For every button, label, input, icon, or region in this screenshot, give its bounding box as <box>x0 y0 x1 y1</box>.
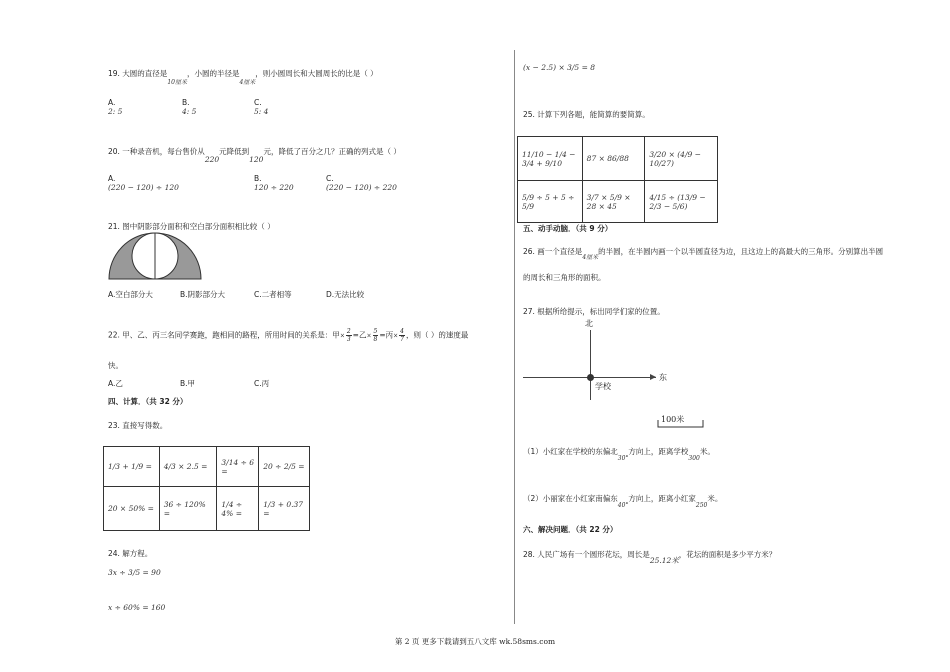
q22-option-a[interactable]: A.乙 <box>108 379 123 388</box>
q26-stem-cont: 的周长和三角形的面积。 <box>523 273 606 282</box>
q28-stem: 28. 人民广场有一个圆形花坛，周长是25.12米，花坛的面积是多少平方米？ <box>523 550 777 565</box>
column-divider <box>514 50 515 624</box>
q23-cell: 1/4 ÷ 4% = <box>217 487 259 531</box>
q23-cell: 1/3 + 0.37 = <box>259 487 310 531</box>
q21-option-a[interactable]: A.空白部分大 <box>108 290 153 299</box>
q23-cell: 1/3 + 1/9 = <box>104 447 160 487</box>
q26-stem: 26. 画一个直径是$_{4厘米}$的半圆，在半圆内画一个以半圆直径为边，且这边上的高最大的三角形。分别算出半圆 <box>523 247 884 261</box>
q27-stem: 27. 根据所给提示，标出同学们家的位置。 <box>523 307 665 316</box>
q19-stem: 19. 大圆的直径是$_{10厘米}$，小圆的半径是$_{4厘米}$，则小圆周长和大圆周长的比是（ ） <box>108 69 378 86</box>
q23-table <box>103 446 310 531</box>
q27-sub2: （2）小丽家在小红家南偏东$_{40^\circ}$方向上，距离小红家$_{250}$米。 <box>523 494 723 509</box>
q23-cell: 20 × 50% = <box>104 487 160 531</box>
q19-option-b[interactable]: B. 4: 5 <box>182 98 197 116</box>
q20-option-c[interactable]: C. (220 − 120) ÷ 220 <box>326 174 397 192</box>
q22-stem-cont: 快。 <box>108 361 123 370</box>
section-5-heading: 五、动手动脑．（共 9 分） <box>523 224 613 233</box>
section-6-heading: 六、解决问题．（共 22 分） <box>523 525 618 534</box>
school-label: 学校 <box>595 382 611 391</box>
school-point-icon <box>587 374 594 381</box>
page-footer: 第 2 页 更多下载请到五八文库 wk.58sms.com <box>394 637 556 646</box>
q25-stem: 25. 计算下列各题，能简算的要简算。 <box>523 110 650 119</box>
q25-cell: 87 × 86/88 <box>582 137 645 181</box>
q21-option-c[interactable]: C.二者相等 <box>254 290 292 299</box>
q21-stem: 21. 图中阴影部分面积和空白部分面积相比较（ ） <box>108 222 275 231</box>
q23-cell: 4/3 × 2.5 = <box>159 447 217 487</box>
scale-bar <box>657 420 705 428</box>
q24-equation-1: 3x ÷ 3/5 = 90 <box>108 568 161 577</box>
q20-option-b[interactable]: B. 120 ÷ 220 <box>254 174 294 192</box>
q24-equation-3: (x − 2.5) × 3/5 = 8 <box>523 63 596 72</box>
q21-option-b[interactable]: B.阴影部分大 <box>180 290 226 299</box>
q21-option-d[interactable]: D.无法比较 <box>326 290 365 299</box>
q25-cell: 3/20 × (4/9 − 10/27) <box>645 137 718 181</box>
q25-table <box>517 136 718 223</box>
q23-cell: 36 ÷ 120% = <box>159 487 217 531</box>
east-arrow-icon <box>650 374 656 380</box>
q23-stem: 23. 直接写得数。 <box>108 421 168 430</box>
q23-cell: 3/14 ÷ 6 = <box>217 447 259 487</box>
north-label: 北 <box>585 319 593 328</box>
north-axis <box>590 330 591 400</box>
q19-option-a[interactable]: A. 2: 5 <box>108 98 123 116</box>
section-4-heading: 四、计算．（共 32 分） <box>108 397 188 406</box>
q23-cell: 20 ÷ 2/5 = <box>259 447 310 487</box>
q22-stem: 22. 甲、乙、丙三名同学赛跑，跑相同的路程，所用时间的关系是：甲× $\frac{2}{3}$ =乙× $\frac{5}{8}$ =丙× $\frac{4}{7}$ ，则（ ）的速度最 <box>108 328 469 343</box>
east-label: 东 <box>659 373 667 382</box>
q25-cell: 3/7 × 5/9 × 28 × 45 <box>582 181 645 223</box>
q27-sub1: （1）小红家在学校的东偏北$_{30^\circ}$方向上，距离学校$_{300}$米。 <box>523 447 715 462</box>
scale-label: 100米 <box>661 415 685 424</box>
q20-stem: 20. 一种录音机，每台售价从220元降低到120元，降低了百分之几？正确的列式是（ ） <box>108 147 401 164</box>
q19-option-c[interactable]: C. 5: 4 <box>254 98 269 116</box>
q22-option-c[interactable]: C.丙 <box>254 379 270 388</box>
q24-equation-2: x ÷ 60% = 160 <box>108 603 166 612</box>
q22-option-b[interactable]: B.甲 <box>180 379 196 388</box>
q20-option-a[interactable]: A. (220 − 120) ÷ 120 <box>108 174 179 192</box>
q25-cell: 4/15 ÷ (13/9 − 2/3 − 5/6) <box>645 181 718 223</box>
q25-cell: 5/9 ÷ 5 + 5 ÷ 5/9 <box>518 181 583 223</box>
semicircle-figure <box>108 231 202 281</box>
q24-stem: 24. 解方程。 <box>108 549 153 558</box>
q25-cell: 11/10 − 1/4 − 3/4 + 9/10 <box>518 137 583 181</box>
